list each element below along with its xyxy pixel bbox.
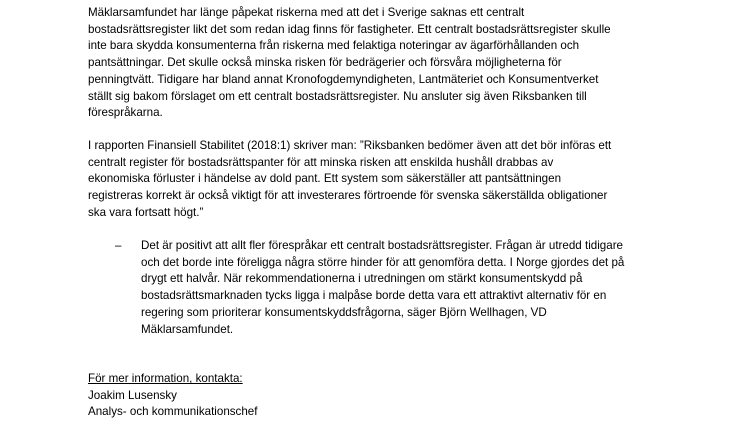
paragraph-riksbanken — [88, 138, 611, 222]
text-line: regering som prioriterar konsumentskyddsfrågorna, säger Björn Wellhagen, VD — [141, 305, 547, 319]
text-line: I rapporten Finansiell Stabilitet (2018:1) skriver man: ”Riksbanken bedömer även att det bör införas ett — [88, 139, 612, 152]
text-line: ekonomiska förluster i händelse av dold pant. Ett system som säkerställer att pantsättningen — [88, 172, 562, 186]
text-line: förespråkarna. — [88, 106, 163, 120]
contact-heading: För mer information, kontakta: — [88, 372, 243, 385]
contact-role: Analys- och kommunikationschef — [88, 405, 258, 419]
text-line: penningtvätt. Tidigare har bland annat Kronofogdemyndigheten, Lantmäteriet och Konsumentverket — [88, 72, 599, 86]
text-line: bostadsrättsregister likt det som redan idag finns för fastigheter. Ett centralt bostadsrättsregister skulle — [88, 22, 611, 36]
text-line: Det är positivt att allt fler förespråkar ett centralt bostadsrättsregister. Frågan är utredd tidigare — [141, 239, 624, 252]
text-line: bostadsrättsmarknaden tycks ligga i malpåse borde detta vara ett attraktivt alternativ för en — [141, 289, 607, 303]
dash-bullet: – — [115, 239, 122, 252]
contact-name: Joakim Lusensky — [88, 388, 177, 402]
text-line: centralt register för bostadsrättspanter för att minska risken att enskilda hushåll drabbas av — [88, 155, 554, 169]
quote-text — [141, 238, 624, 338]
text-line: och det borde inte föreligga några större hinder för att genomföra detta. I Norge gjordes det på — [141, 255, 625, 269]
contact-block — [88, 371, 257, 421]
text-line: Mäklarsamfundet. — [141, 322, 234, 336]
text-line: inte bara skydda konsumenterna från riskerna med felaktiga noteringar av ägarförhållanden och — [88, 39, 580, 53]
text-line: Mäklarsamfundet har länge påpekat riskerna med att det i Sverige saknas ett centralt — [88, 6, 525, 19]
text-line: ställt sig bakom förslaget om ett centralt bostadsrättsregister. Nu ansluter sig även Riksbanken till — [88, 89, 587, 103]
text-line: drygt ett halvår. När rekommendationerna i utredningen om stärkt konsumentskydd på — [141, 272, 583, 286]
text-line: registreras korrekt är också viktigt för att investerares förtroende för svenska säkerställda obligationer — [88, 189, 608, 203]
text-line: pantsättningar. Det skulle också minska risken för bedrägerier och försvåra möjligheterna för — [88, 56, 562, 70]
text-line: ska vara fortsatt högt.” — [88, 205, 204, 219]
paragraph-intro — [88, 5, 611, 122]
